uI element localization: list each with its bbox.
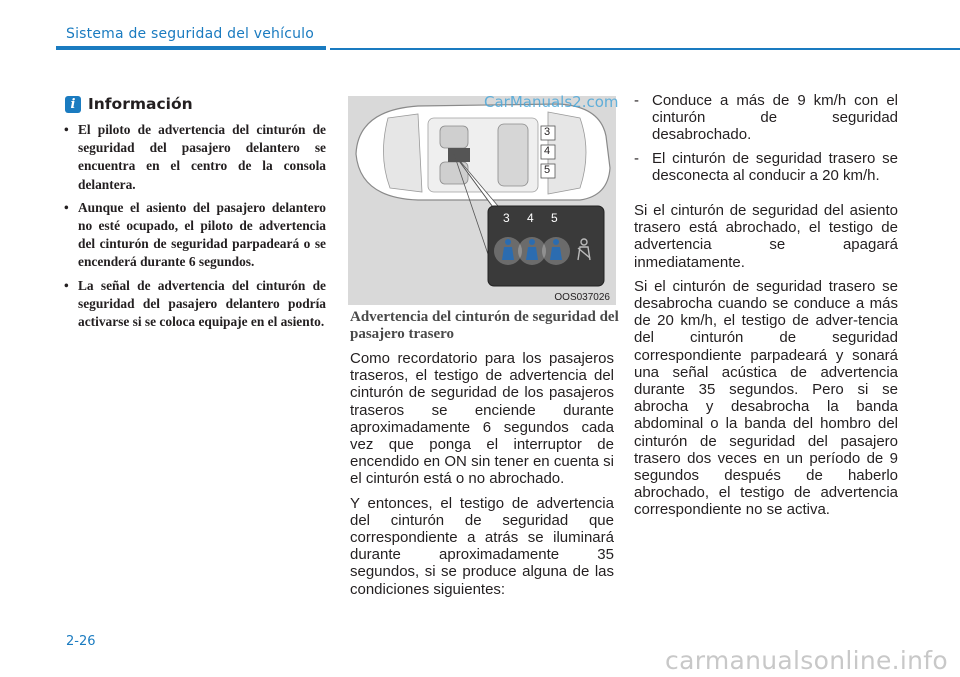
header-rule-accent bbox=[56, 46, 326, 50]
panel-number-4: 4 bbox=[527, 211, 534, 225]
figure-code: OOS037026 bbox=[554, 292, 610, 303]
info-icon: i bbox=[65, 96, 81, 113]
panel-number-3: 3 bbox=[503, 211, 510, 225]
middle-column-text bbox=[350, 350, 614, 605]
paragraph: Si el cinturón de seguridad trasero se desabrocha cuando se conduce a más de 20 km/h, el testigo de adver-tencia del cinturón de seguridad correspondiente parpadeará y sonará una señal acústica de advertencia durante 35 segundos. Pero si se abrocha y desabrocha la banda abdominal o la banda del hombro del cinturón de seguridad del pasajero trasero dos veces en un período de 9 segundos después de haberlo abrochado, el testigo de advertencia correspondiente no se activa. bbox=[634, 277, 898, 519]
paragraph: Si el cinturón de seguridad del asiento trasero está abrochado, el testigo de advertencia se apagará inmediatamente. bbox=[634, 202, 898, 271]
condition-item: - Conduce a más de 9 km/h con el cinturón de seguridad desabrochado. bbox=[634, 92, 898, 144]
seat-number-3: 3 bbox=[544, 126, 551, 138]
carmanuals-watermark: CarManuals2.com bbox=[484, 93, 619, 111]
info-bullet: • La señal de advertencia del cinturón de seguridad del pasajero delantero podría activarse si se coloca equipaje en el asiento. bbox=[64, 277, 326, 332]
paragraph: Como recordatorio para los pasajeros traseros, el testigo de advertencia del cinturón de seguridad de los pasajeros traseros se enciende durante aproximadamente 6 segundos cada vez que ponga el interruptor de encendido en ON sin tener en cuenta si el cinturón está o no abrochado. bbox=[350, 350, 614, 488]
footer-watermark: carmanualsonline.info bbox=[665, 646, 948, 675]
car-top-view-illustration bbox=[348, 96, 616, 305]
right-column-text bbox=[634, 92, 898, 526]
section-header-title: Sistema de seguridad del vehículo bbox=[66, 26, 315, 42]
paragraph: Y entonces, el testigo de advertencia del cinturón de seguridad que correspondiente a atrás se iluminará durante aproximadamente 35 segundos, si se produce alguna de las condiciones siguientes: bbox=[350, 494, 614, 598]
seat-number-5: 5 bbox=[544, 164, 551, 176]
seat-number-4: 4 bbox=[544, 145, 551, 157]
car-seatbelt-figure bbox=[348, 96, 616, 305]
panel-number-5: 5 bbox=[551, 211, 558, 225]
info-bullet: • Aunque el asiento del pasajero delantero no esté ocupado, el piloto de advertencia del cinturón de seguridad parpadeará o se encenderá durante 6 segundos. bbox=[64, 199, 326, 272]
info-heading bbox=[65, 95, 193, 113]
page-number: 2-26 bbox=[66, 634, 96, 649]
info-bullet-list bbox=[64, 121, 326, 336]
info-title: Información bbox=[88, 95, 193, 113]
header-rule bbox=[330, 48, 960, 50]
condition-item: - El cinturón de seguridad trasero se desconecta al conducir a 20 km/h. bbox=[634, 150, 898, 184]
section-title: Advertencia del cinturón de seguridad del pasajero trasero bbox=[350, 309, 619, 342]
conditions-list bbox=[634, 92, 898, 184]
info-bullet: • El piloto de advertencia del cinturón de seguridad del pasajero delantero se encuentra en el centro de la consola delantera. bbox=[64, 121, 326, 194]
